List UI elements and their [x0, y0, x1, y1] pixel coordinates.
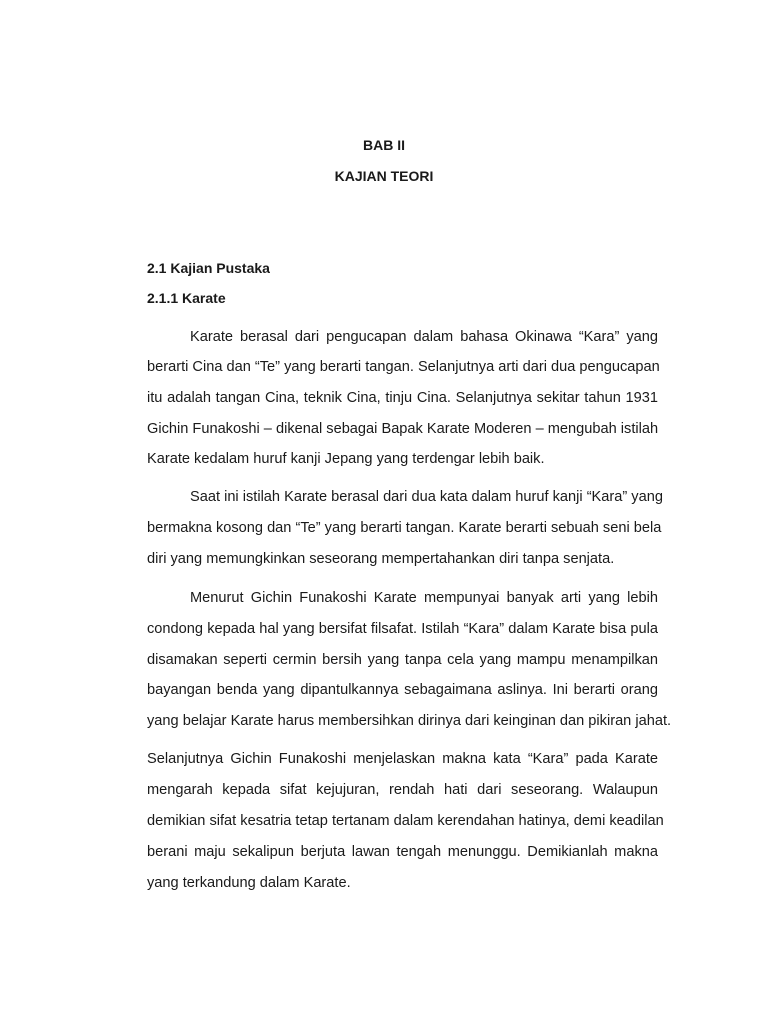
text-line: Karate kedalam huruf kanji Jepang yang terdengar lebih baik. [147, 451, 545, 467]
text-line: Saat ini istilah Karate berasal dari dua kata dalam huruf kanji “Kara” yang [190, 489, 663, 505]
text-line: berarti Cina dan “Te” yang berarti tangan. Selanjutnya arti dari dua pengucapan [147, 359, 660, 375]
text-line: Gichin Funakoshi – dikenal sebagai Bapak Karate Moderen – mengubah istilah [147, 421, 659, 437]
text-line: yang belajar Karate harus membersihkan dirinya dari keinginan dan pikiran jahat. [147, 713, 672, 729]
text-line: demikian sifat kesatria tetap tertanam dalam kerendahan hatinya, demi keadilan [147, 813, 664, 829]
text-line: itu adalah tangan Cina, teknik Cina, tinju Cina. Selanjutnya sekitar tahun 1931 [147, 390, 658, 406]
text-line: bayangan benda yang dipantulkannya sebagaimana aslinya. Ini berarti orang [147, 682, 658, 698]
text-line: disamakan seperti cermin bersih yang tanpa cela yang mampu menampilkan [147, 652, 658, 668]
text-line: yang terkandung dalam Karate. [147, 875, 351, 891]
text-line: berani maju sekalipun berjuta lawan tengah menunggu. Demikianlah makna [147, 844, 658, 860]
section-heading: 2.1 Kajian Pustaka [147, 260, 270, 276]
text-line: mengarah kepada sifat kejujuran, rendah hati dari seseorang. Walaupun [147, 782, 658, 798]
text-line: Karate berasal dari pengucapan dalam bahasa Okinawa “Kara” yang [190, 329, 658, 345]
chapter-heading: BAB II [363, 137, 405, 153]
text-line: Selanjutnya Gichin Funakoshi menjelaskan makna kata “Kara” pada Karate [147, 751, 658, 767]
text-line: diri yang memungkinkan seseorang mempertahankan diri tanpa senjata. [147, 551, 615, 567]
text-line: condong kepada hal yang bersifat filsafat. Istilah “Kara” dalam Karate bisa pula [147, 621, 658, 637]
text-line: bermakna kosong dan “Te” yang berarti tangan. Karate berarti sebuah seni bela [147, 520, 662, 536]
text-line: Menurut Gichin Funakoshi Karate mempunyai banyak arti yang lebih [190, 590, 658, 606]
chapter-title: KAJIAN TEORI [334, 168, 434, 184]
subsection-heading: 2.1.1 Karate [147, 290, 226, 306]
